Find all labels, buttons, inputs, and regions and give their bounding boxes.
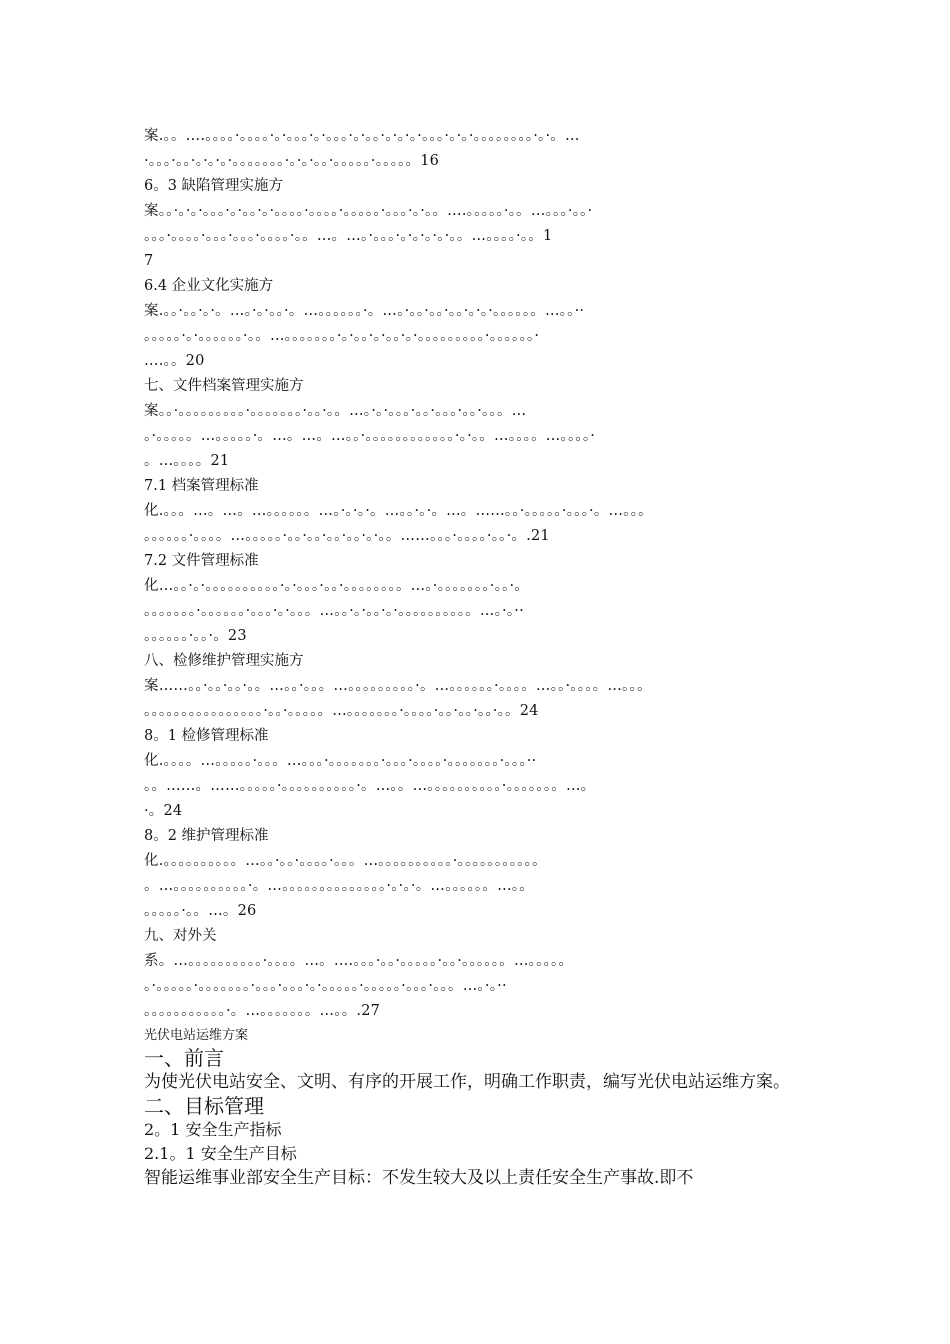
toc-leader-line: 。。。。。·。·。。。。。。·。。…。。。。。。。·。·。。·。·。。·。·。。。。。。。。。·。。。。。。· [144, 328, 540, 344]
toc-entry-heading: 8。2 维护管理标准 [144, 828, 269, 844]
toc-leader-line: 案。。·。·。·。。。·。·。。·。·。。。。·。。。。·。。。。。·。。。·。·。。….。。。。。·。。…。。。·。。· [144, 203, 593, 219]
toc-leader-line: 。…。。。。。。。。。。·。…。。。。。。。。。。。。。。·。·。·。…。。。。。。…。。 [144, 878, 534, 894]
toc-entry-heading: 8。1 检修管理标准 [144, 728, 269, 744]
toc-leader-line: 案……。。·。。·。。·。。…。。·。。。…。。。。。。。。。·。…。。。。。。·。。。。…。。·。。。。…。。。 [144, 678, 652, 694]
toc-leader-line: 。。。。。。·。。。。…。。。。。·。。·。。·。。·。。·。·。。……。。。·。。。。·。。·。.21 [144, 528, 550, 544]
toc-leader-line: 案。。·。。。。。。。。。·。。。。。。。·。。·。。…。·。·。。。·。。·。。。·。。·。。。… [144, 403, 527, 419]
toc-leader-line: 。。。。。。。。。。。·。…。。。。。。。…。。.27 [144, 1003, 381, 1019]
toc-leader-line: 化…。。·。·。。。。。。。。。。·。·。。。·。。·。。。。。。。。…。·。。。。。。。·。。·。 [144, 578, 529, 594]
toc-entry [144, 924, 804, 1024]
document-title: 光伏电站运维方案 [144, 1028, 249, 1043]
toc-leader-line: ·。。。·。。·。·。·。·。。。。。。。·。·。·。。·。。。。。·。。。。。16 [144, 153, 440, 169]
toc-entry [144, 274, 804, 374]
preface-heading: 一、前言 [144, 1046, 224, 1070]
goal-body: 智能运维事业部安全生产目标：不发生较大及以上责任安全生产事故.即不 [144, 1168, 694, 1188]
toc-leader-line: 。…。。。。21 [144, 453, 230, 469]
toc-leader-line: 系。…。。。。。。。。。。·。。。。…。….。。。·。。·。。。。。·。。·。。。。。。…。。。。。 [144, 953, 574, 969]
preface-body: 为使光伏电站安全、文明、有序的开展工作，明确工作职责，编写光伏电站运维方案。 [144, 1072, 790, 1092]
toc-leader-line: 。。。·。。。。·。。。·。。。·。。。。·。。…。…。·。。。·。·。·。·。·。。…。。。。·。。1 [144, 228, 553, 244]
toc-entry [144, 724, 804, 824]
toc-leader-line: 化.。。。…。…。…。。。。。。…。·。·。·。…。。·。·。…。……。。·。。。。。·。。。·。…。。。 [144, 503, 653, 519]
toc-leader-line: 。。。。。。。。。。。。。。。。·。。·。。。。。…。。。。。。。·。。。。·。。·。。·。。·。。24 [144, 703, 539, 719]
toc-entry [144, 549, 804, 649]
toc-leader-line: 。·。。。。。·。。。。。。。·。。。·。。。·。·。。。。。·。。。。。·。。。·。。。…。·。·· [144, 978, 507, 994]
goal-heading: 二、目标管理 [144, 1094, 264, 1118]
toc-entry [144, 649, 804, 724]
toc-entry [144, 124, 804, 174]
document-page [144, 124, 804, 1190]
toc-entry-heading: 七、文件档案管理实施方 [144, 378, 304, 394]
toc-entry-heading: 7.1 档案管理标准 [144, 478, 259, 494]
toc-entry [144, 374, 804, 474]
toc-entry-heading: 八、检修维护管理实施方 [144, 653, 304, 669]
toc-leader-line: 案.。。….。。。。·。。。。·。·。。。·。·。。。·。·。。·。·。·。·。。。·。·。·。。。。。。。。·。·。… [144, 128, 580, 144]
toc-entry-heading: 九、对外关 [144, 928, 217, 944]
toc-leader-line: 7 [144, 253, 154, 269]
table-of-contents [144, 124, 804, 1024]
subsection-2-1: 2。1 安全生产指标 [144, 1120, 282, 1139]
subsection-2-1-1: 2.1。1 安全生产目标 [144, 1144, 297, 1163]
toc-leader-line: 化.。。。。。。。。。。…。。·。。·。。。。·。。。…。。。。。。。。。。·。。。。。。。。。。。 [144, 853, 547, 869]
toc-leader-line: 。·。。。。。…。。。。。·。…。…。…。。·。。。。。。。。。。。。·。·。。…。。。。…。。。。· [144, 428, 596, 444]
toc-entry [144, 174, 804, 274]
toc-leader-line: 。。……。……。。。。。·。。。。。。。。。。·。…。。…。。。。。。。。。。·。。。。。。。…。 [144, 778, 596, 794]
toc-leader-line: ….。。20 [144, 353, 205, 369]
toc-leader-line: ·。24 [144, 803, 183, 819]
toc-entry-heading: 7.2 文件管理标准 [144, 553, 259, 569]
toc-leader-line: 化.。。。。…。。。。。·。。。…。。。·。。。。。。。·。。。·。。。。·。。。。。。。·。。。·· [144, 753, 537, 769]
toc-entry [144, 824, 804, 924]
toc-leader-line: 。。。。。。。·。。。。。。·。。。·。·。。。…。。·。·。。·。·。。。。。。。。。。…。·。·· [144, 603, 524, 619]
toc-leader-line: 。。。。。。·。。·。23 [144, 628, 247, 644]
toc-entry-heading: 6.4 企业文化实施方 [144, 278, 274, 294]
toc-leader-line: 。。。。。·。。…。26 [144, 903, 257, 919]
toc-entry [144, 474, 804, 549]
toc-entry-heading: 6。3 缺陷管理实施方 [144, 178, 284, 194]
toc-leader-line: 案.。。·。。·。·。…。·。·。。·。…。。。。。。·。…。·。。·。。·。。·。·。·。。。。。。…。。·· [144, 303, 585, 319]
